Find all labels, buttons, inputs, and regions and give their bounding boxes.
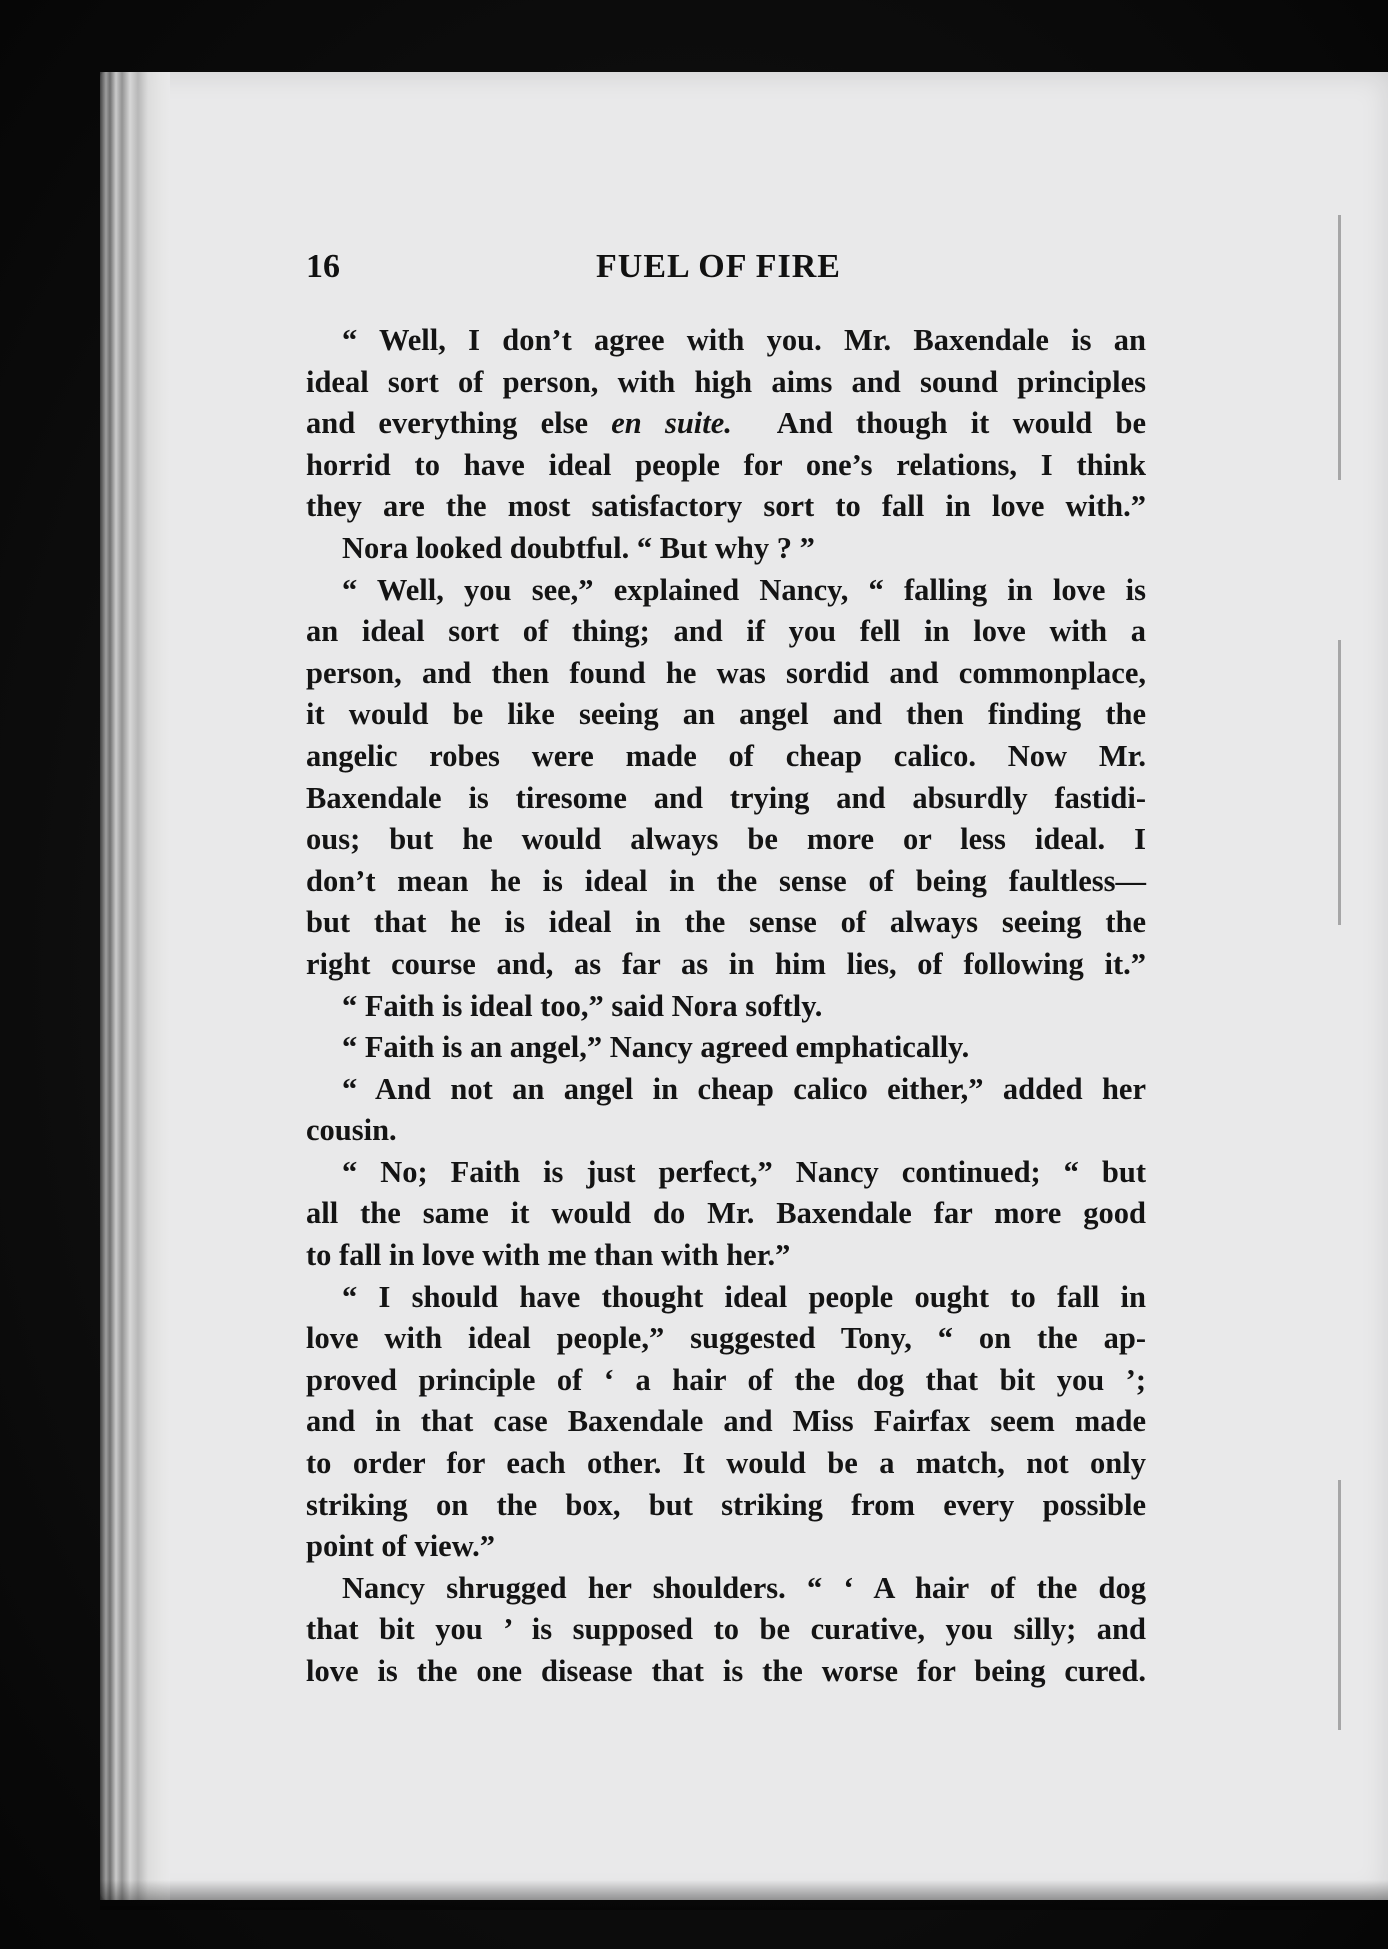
text-line: “ I should have thought ideal people ought to fall in [342,1279,1146,1314]
right-edge-mark-top [1338,215,1341,480]
text-line: ous; but he would always be more or less ideal. I [306,822,1146,857]
text-line: proved principle of ‘ a hair of the dog that bit you ’; [306,1362,1146,1397]
text-line: ideal sort of person, with high aims and sound principles [306,364,1146,399]
text-line: they are the most satisfactory sort to fall in love with.” [306,489,1146,524]
text-line: Nora looked doubtful. “ But why ? ” [342,530,815,565]
text-line: “ No; Faith is just perfect,” Nancy continued; “ but [342,1154,1146,1189]
text-line: to fall in love with me than with her.” [306,1238,791,1273]
right-edge-mark-middle [1338,640,1341,925]
text-line: angelic robes were made of cheap calico. Now Mr. [306,738,1146,773]
text-line: horrid to have ideal people for one’s relations, I think [306,447,1146,482]
text-segment: and everything else [306,406,612,441]
page-number: 16 [306,248,340,285]
text-line: “ Well, I don’t agree with you. Mr. Baxendale is an [342,323,1146,357]
page-bottom-shadow [100,1880,1388,1910]
text-line: cousin. [306,1113,397,1148]
running-title: FUEL OF FIRE [596,248,841,285]
text-line: right course and, as far as in him lies, of following it.” [306,946,1146,981]
text-line: and in that case Baxendale and Miss Fairfax seem made [306,1404,1146,1439]
text-line: it would be like seeing an angel and then finding the [306,697,1146,732]
text-line: “ Faith is an angel,” Nancy agreed emphatically. [342,1030,970,1065]
text-line: “ Well, you see,” explained Nancy, “ falling in love is [342,572,1146,607]
text-segment: And though it would be [731,406,1146,441]
body-text [306,320,1146,1693]
text-line: all the same it would do Mr. Baxendale far more good [306,1196,1146,1231]
text-line: person, and then found he was sordid and commonplace, [306,655,1146,690]
text-line: striking on the box, but striking from every possible [306,1487,1146,1522]
italic-phrase: en suite. [611,406,732,441]
text-line: “ Faith is ideal too,” said Nora softly. [342,988,823,1023]
text-line: love with ideal people,” suggested Tony, “ on the ap- [306,1321,1146,1356]
text-line: that bit you ’ is supposed to be curative, you silly; and [306,1612,1146,1647]
text-line: don’t mean he is ideal in the sense of being faultless— [306,863,1146,898]
text-line: Baxendale is tiresome and trying and absurdly fastidi- [306,780,1146,815]
text-line: point of view.” [306,1529,495,1564]
text-line: Nancy shrugged her shoulders. “ ‘ A hair of the dog [342,1570,1146,1605]
page-header [306,248,1146,292]
right-edge-mark-bottom [1338,1480,1341,1730]
text-line: to order for each other. It would be a match, not only [306,1446,1146,1481]
text-line: an ideal sort of thing; and if you fell in love with a [306,614,1146,649]
page-gutter-shadow [100,72,170,1900]
text-line [306,403,1146,445]
text-line: love is the one disease that is the worse for being cured. [306,1654,1146,1688]
text-line: but that he is ideal in the sense of always seeing the [306,905,1146,940]
text-line: “ And not an angel in cheap calico either,” added her [342,1071,1146,1106]
